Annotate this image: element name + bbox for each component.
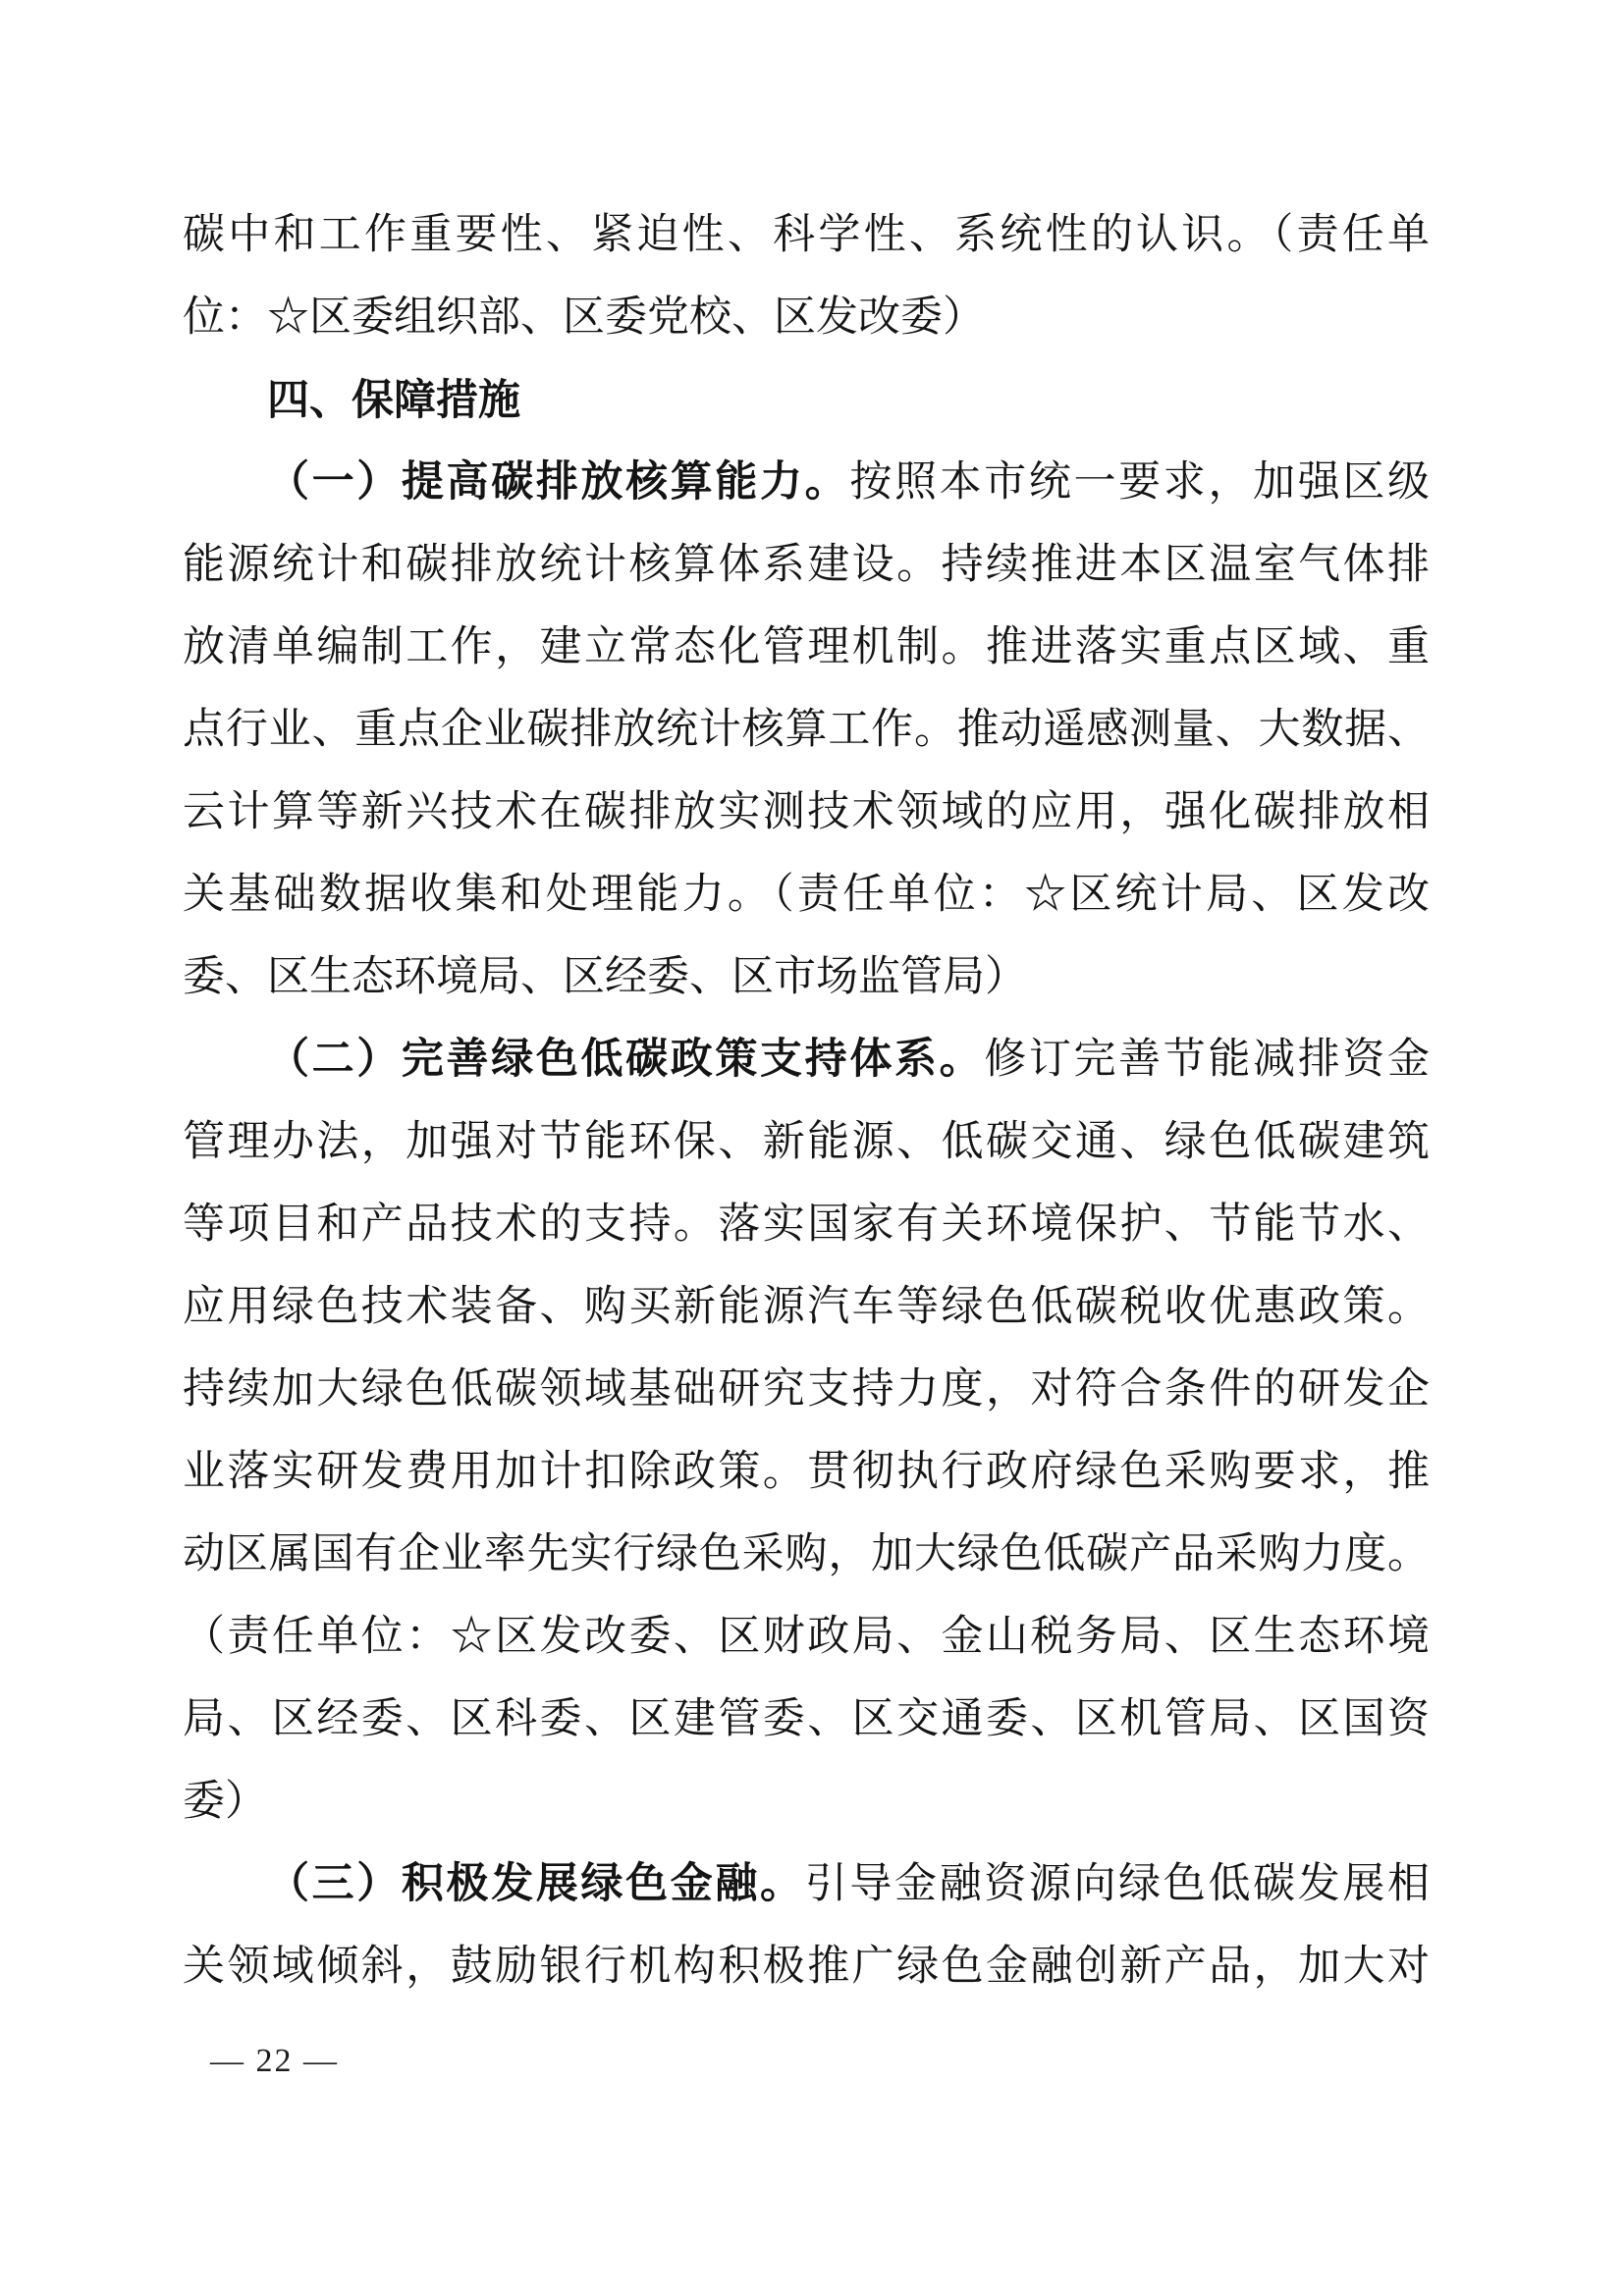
text-line: 动区属国有企业率先实行绿色采购，加大绿色低碳产品采购力度。: [183, 1531, 1430, 1577]
text-line: 委）: [183, 1779, 267, 1825]
section-heading: 四、保障措施: [267, 377, 520, 424]
text-line: 持续加大绿色低碳领域基础研究支持力度，对符合条件的研发企: [183, 1366, 1430, 1413]
paragraph-lead: （二）完善绿色低碳政策支持体系。: [267, 1037, 985, 1083]
paragraph-lead: （三）积极发展绿色金融。: [267, 1861, 805, 1907]
text-line: 业落实研发费用加计扣除政策。贯彻执行政府绿色采购要求，推: [183, 1449, 1430, 1495]
text-line: 碳中和工作重要性、紧迫性、科学性、系统性的认识。（责任单: [183, 212, 1430, 258]
text-line: 委、区生态环境局、区经委、区市场监管局）: [183, 954, 1027, 1000]
text-line: 点行业、重点企业碳排放统计核算工作。推动遥感测量、大数据、: [183, 707, 1430, 753]
text-line: （责任单位：☆区发改委、区财政局、金山税务局、区生态环境: [183, 1614, 1430, 1660]
paragraph-text: 修订完善节能减排资金: [984, 1037, 1431, 1083]
text-line: 能源统计和碳排放统计核算体系建设。持续推进本区温室气体排: [183, 542, 1430, 588]
paragraph-lead: （一）提高碳排放核算能力。: [267, 459, 850, 506]
text-line: 放清单编制工作，建立常态化管理机制。推进落实重点区域、重: [183, 624, 1430, 670]
text-line: 关基础数据收集和处理能力。（责任单位：☆区统计局、区发改: [183, 872, 1430, 918]
page-number: — 22 —: [210, 2043, 339, 2079]
text-line: 关领域倾斜，鼓励银行机构积极推广绿色金融创新产品，加大对: [183, 1944, 1430, 1990]
paragraph-start-line: [183, 1843, 1430, 1926]
text-line: 管理办法，加强对节能环保、新能源、低碳交通、绿色低碳建筑: [183, 1119, 1430, 1165]
text-line: 局、区经委、区科委、区建管委、区交通委、区机管局、区国资: [183, 1696, 1430, 1742]
text-line: 云计算等新兴技术在碳排放实测技术领域的应用，强化碳排放相: [183, 789, 1430, 835]
paragraph-text: 引导金融资源向绿色低碳发展相: [804, 1861, 1431, 1907]
paragraph-start-line: [183, 1019, 1430, 1101]
text-line: 位：☆区委组织部、区委党校、区发改委）: [183, 294, 985, 341]
text-line: 应用绿色技术装备、购买新能源汽车等绿色低碳税收优惠政策。: [183, 1284, 1430, 1330]
document-body: [183, 194, 1430, 2008]
paragraph-text: 按照本市统一要求，加强区级: [849, 459, 1431, 506]
text-line: 等项目和产品技术的支持。落实国家有关环境保护、节能节水、: [183, 1201, 1430, 1248]
paragraph-start-line: [183, 442, 1430, 524]
